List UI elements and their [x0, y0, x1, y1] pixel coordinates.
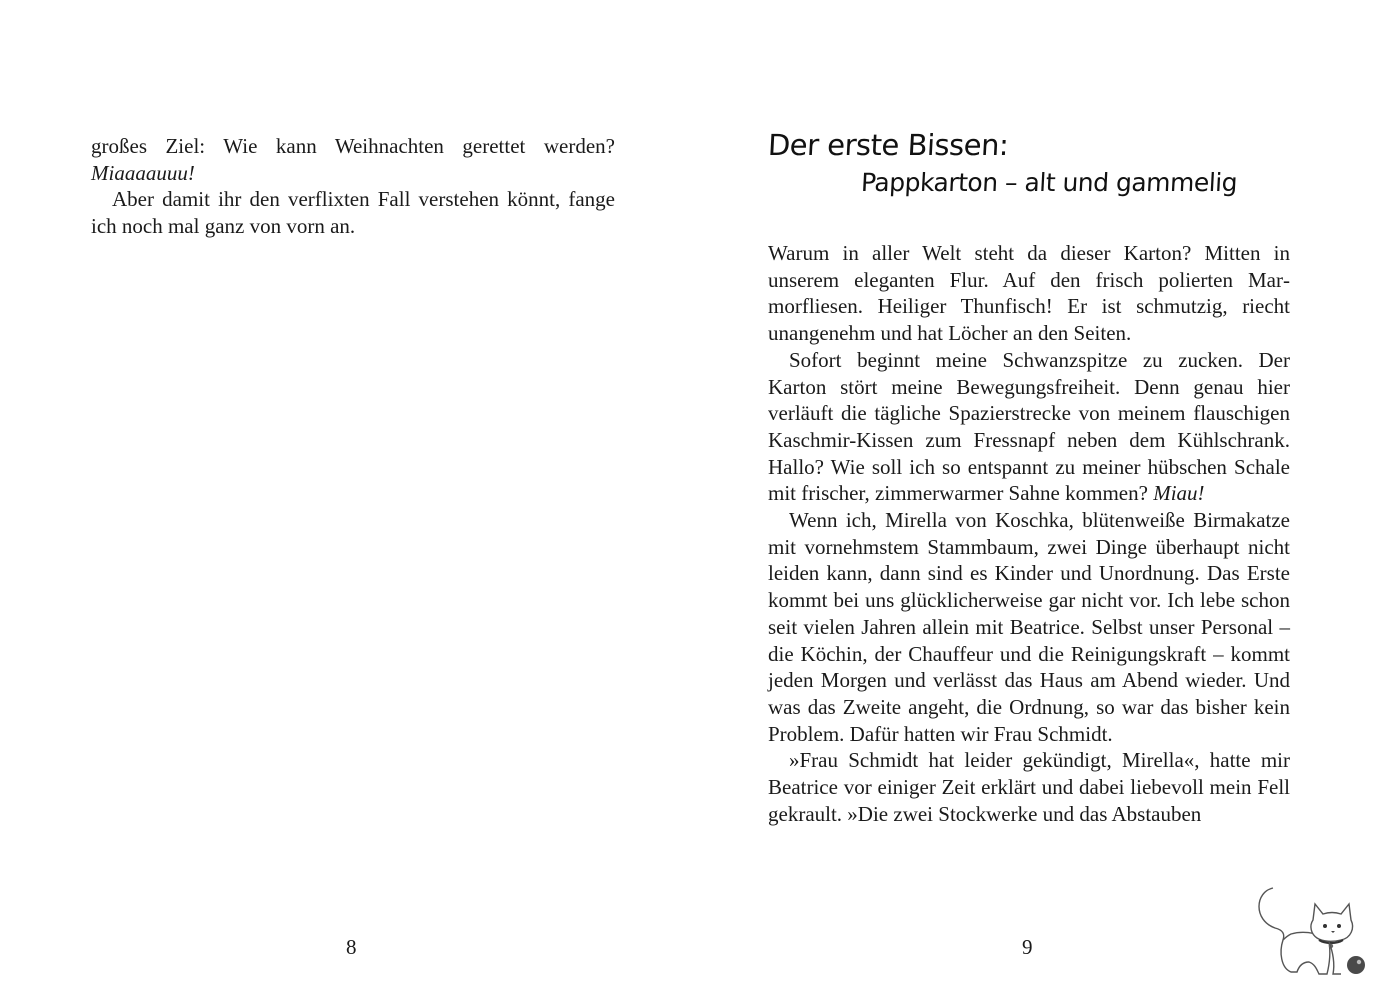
left-page-body — [91, 133, 615, 240]
left-page — [0, 0, 690, 1000]
paragraph — [768, 747, 1290, 827]
text-segment: »Frau Schmidt hat leider gekündigt, Mirella«, hatte mir Beatrice vor einiger Zeit erklärt und dabei liebevoll mein Fell gekrault. »Die zwei Stockwerke und das Abstauben — [768, 748, 1290, 826]
right-page-body — [768, 240, 1290, 827]
cat-with-ball-icon — [1245, 880, 1375, 980]
paragraph — [91, 186, 615, 239]
right-page — [690, 0, 1381, 1000]
text-segment: Wenn ich, Mirella von Koschka, blütenweiße Birmakatze mit vornehmstem Stammbaum, zwei Dinge überhaupt nicht leiden kann, dann sind es Kinder und Unordnung. Das Erste kommt bei uns glücklicherweise gar nicht vor. Ich lebe schon seit vielen Jahren allein mit Beatrice. Selbst unser Personal – die Köchin, der Chauffeur und die Reinigungskraft – kommt jeden Morgen und verlässt das Haus am Abend wieder. Und was das Zweite angeht, die Ordnung, so war das bisher kein Problem. Dafür hatten wir Frau Schmidt. — [768, 508, 1290, 746]
chapter-title-line1: Der erste Bissen: — [767, 128, 1010, 162]
text-segment-italic: Miaaaauuu! — [91, 160, 195, 185]
text-segment: Warum in aller Welt steht da dieser Karton? Mitten in unserem eleganten Flur. Auf den frisch polierten Marmorfliesen. Heiliger Thunfisch! Er ist schmutzig, riecht unangenehm und hat Löcher an den Seiten. — [768, 241, 1290, 346]
paragraph — [768, 347, 1290, 507]
text-segment-italic: Miau! — [1153, 481, 1205, 506]
paragraph — [768, 240, 1290, 347]
text-segment: Aber damit ihr den verflixten Fall verstehen könnt, fange ich noch mal ganz von vorn an. — [91, 187, 615, 239]
chapter-title-line2: Pappkarton – alt und gammelig — [860, 168, 1238, 197]
chapter-title — [768, 125, 1288, 201]
text-segment: Sofort beginnt meine Schwanzspitze zu zucken. Der Karton stört meine Bewegungsfreiheit. Denn genau hier verläuft die tägliche Spazierstrecke von meinem flauschigen Kaschmir-Kissen zum Fressnapf neben dem Kühlschrank. Hallo? Wie soll ich so entspannt zu meiner hübschen Schale mit frischer, zimmerwarmer Sahne kommen? — [768, 347, 1290, 506]
paragraph — [91, 133, 615, 186]
page-number-right: 9 — [1022, 935, 1033, 959]
text-segment: großes Ziel: Wie kann Weihnachten gerettet werden? — [91, 134, 615, 158]
paragraph — [768, 507, 1290, 747]
page-number-left: 8 — [346, 935, 357, 959]
